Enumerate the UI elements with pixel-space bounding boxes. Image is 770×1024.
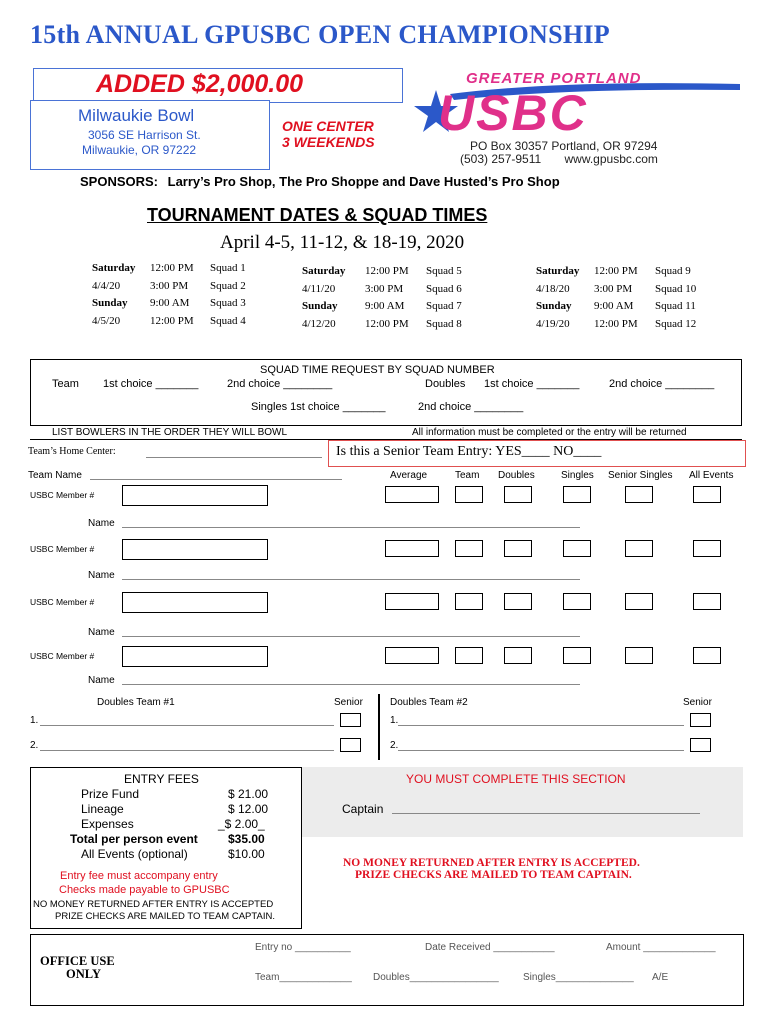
fee-label: Expenses <box>81 817 134 831</box>
roster-cell-input[interactable] <box>563 540 591 557</box>
schedule-squad: Squad 6 <box>426 282 462 295</box>
doubles-label: Doubles <box>425 378 466 390</box>
schedule-squad: Squad 4 <box>210 314 246 327</box>
schedule-day: Sunday <box>536 300 572 312</box>
fee-label: All Events (optional) <box>81 847 188 861</box>
senior-checkbox[interactable] <box>340 738 361 752</box>
schedule-squad: Squad 11 <box>655 300 696 312</box>
schedule-squad: Squad 7 <box>426 300 462 312</box>
team-name-label: Team Name <box>28 470 82 481</box>
roster-cell-input[interactable] <box>385 593 439 610</box>
schedule-time: 9:00 AM <box>365 300 405 312</box>
roster-cell-input[interactable] <box>563 593 591 610</box>
roster-cell-input[interactable] <box>625 647 653 664</box>
fee-label: Lineage <box>81 802 124 816</box>
captain-label: Captain <box>342 802 384 816</box>
usbc-member-field[interactable] <box>122 592 268 613</box>
roster-column-heading: All Events <box>689 470 734 481</box>
schedule-time: 3:00 PM <box>594 282 633 295</box>
schedule-day: Saturday <box>302 265 346 277</box>
roster-cell-input[interactable] <box>625 593 653 610</box>
schedule-heading: TOURNAMENT DATES & SQUAD TIMES <box>147 205 488 225</box>
team-second-choice[interactable]: 2nd choice ________ <box>227 378 333 390</box>
roster-cell-input[interactable] <box>625 486 653 503</box>
doubles-first-choice[interactable]: 1st choice _______ <box>484 378 580 390</box>
roster-cell-input[interactable] <box>693 540 721 557</box>
schedule-squad: Squad 1 <box>210 262 246 274</box>
doubles-row-number: 2. <box>30 740 39 751</box>
schedule-day: 4/5/20 <box>92 314 121 327</box>
schedule-squad: Squad 5 <box>426 265 462 277</box>
fee-must-accompany: Entry fee must accompany entry <box>60 870 218 882</box>
usbc-member-label: USBC Member # <box>30 544 95 554</box>
roster-cell-input[interactable] <box>504 647 532 664</box>
doubles-bowler-field[interactable] <box>40 725 334 726</box>
fees-prize-checks: PRIZE CHECKS ARE MAILED TO TEAM CAPTAIN. <box>55 911 275 922</box>
schedule-squad: Squad 10 <box>655 282 697 295</box>
roster-cell-input[interactable] <box>455 647 483 664</box>
roster-cell-input[interactable] <box>385 647 439 664</box>
schedule-dates: April 4-5, 11-12, & 18-19, 2020 <box>220 232 465 253</box>
fee-amount: _$ 2.00_ <box>218 817 265 831</box>
schedule-time: 9:00 AM <box>594 300 634 312</box>
schedule-day: 4/4/20 <box>92 279 121 292</box>
po-box: PO Box 30357 Portland, OR 97294 <box>470 139 658 153</box>
schedule-time: 3:00 PM <box>365 282 404 295</box>
roster-column-heading: Team <box>455 470 480 481</box>
senior-checkbox[interactable] <box>340 713 361 727</box>
doubles-bowler-field[interactable] <box>398 750 684 751</box>
schedule-squad: Squad 2 <box>210 279 246 292</box>
schedule-time: 12:00 PM <box>594 317 638 330</box>
bowl-address-1: 3056 SE Harrison St. <box>88 128 201 142</box>
roster-cell-input[interactable] <box>504 593 532 610</box>
roster-cell-input[interactable] <box>563 486 591 503</box>
fee-amount: $ 12.00 <box>228 802 269 816</box>
bowler-name-field[interactable] <box>122 579 580 580</box>
schedule-time: 12:00 PM <box>365 317 409 330</box>
schedule-day: 4/19/20 <box>536 317 570 330</box>
doubles-row-number: 1. <box>390 715 399 726</box>
schedule-time: 12:00 PM <box>150 314 194 327</box>
usbc-member-field[interactable] <box>122 646 268 667</box>
usbc-member-label: USBC Member # <box>30 597 95 607</box>
doubles-row-number: 2. <box>390 740 399 751</box>
team-first-choice[interactable]: 1st choice _______ <box>103 378 199 390</box>
three-weekends-line: 3 WEEKENDS <box>282 134 375 150</box>
roster-cell-input[interactable] <box>455 593 483 610</box>
roster-cell-input[interactable] <box>455 486 483 503</box>
office-team[interactable]: Team_____________ <box>255 972 352 983</box>
roster-cell-input[interactable] <box>625 540 653 557</box>
usbc-member-field[interactable] <box>122 485 268 506</box>
fee-amount: $10.00 <box>228 847 265 861</box>
doubles-bowler-field[interactable] <box>40 750 334 751</box>
sponsors-line <box>80 174 560 189</box>
captain-field[interactable] <box>392 813 700 814</box>
doubles-team-2-senior-label: Senior <box>683 697 712 708</box>
doubles-team-1-senior-label: Senior <box>334 697 363 708</box>
roster-cell-input[interactable] <box>504 486 532 503</box>
schedule-day: Sunday <box>92 297 128 309</box>
entry-fees-heading: ENTRY FEES <box>124 772 199 786</box>
roster-cell-input[interactable] <box>563 647 591 664</box>
schedule-squad: Squad 9 <box>655 265 691 277</box>
one-center-line: ONE CENTER <box>282 118 374 134</box>
schedule-day: 4/11/20 <box>302 282 336 295</box>
roster-cell-input[interactable] <box>693 593 721 610</box>
doubles-divider <box>378 694 380 760</box>
squad-request-heading: SQUAD TIME REQUEST BY SQUAD NUMBER <box>260 364 495 376</box>
schedule-time: 12:00 PM <box>150 262 194 274</box>
logo-greater-portland: GREATER PORTLAND <box>466 70 642 87</box>
team-label: Team <box>52 378 79 390</box>
singles-second-choice[interactable]: 2nd choice ________ <box>418 401 524 413</box>
bowler-name-label: Name <box>88 627 115 638</box>
roster-column-heading: Singles <box>561 470 594 481</box>
roster-cell-input[interactable] <box>693 486 721 503</box>
captain-warning-1: NO MONEY RETURNED AFTER ENTRY IS ACCEPTED. <box>343 857 640 869</box>
roster-cell-input[interactable] <box>455 540 483 557</box>
doubles-team-2-label: Doubles Team #2 <box>390 697 468 708</box>
bowl-address-2: Milwaukie, OR 97222 <box>82 143 197 157</box>
office-amount[interactable]: Amount _____________ <box>606 942 716 953</box>
senior-checkbox[interactable] <box>690 738 711 752</box>
office-only-label: ONLY <box>66 967 101 981</box>
sponsors-list: Larry’s Pro Shop, The Pro Shoppe and Dave Husted’s Pro Shop <box>167 174 560 189</box>
one-center-text <box>282 118 375 150</box>
fee-amount: $ 21.00 <box>228 787 269 801</box>
schedule-day: Saturday <box>536 265 580 277</box>
schedule-day: 4/12/20 <box>302 317 336 330</box>
schedule-day: Sunday <box>302 300 338 312</box>
bowler-name-field[interactable] <box>122 636 580 637</box>
phone <box>460 152 658 166</box>
bowler-name-field[interactable] <box>122 684 580 685</box>
roster-column-heading: Doubles <box>498 470 535 481</box>
roster-cell-input[interactable] <box>504 540 532 557</box>
added-money: ADDED $2,000.00 <box>96 70 304 98</box>
doubles-bowler-field[interactable] <box>398 725 684 726</box>
senior-checkbox[interactable] <box>690 713 711 727</box>
doubles-team-1-label: Doubles Team #1 <box>97 697 175 708</box>
schedule-day: 4/18/20 <box>536 282 570 295</box>
home-center-field[interactable] <box>146 457 322 458</box>
bowler-name-label: Name <box>88 675 115 686</box>
schedule-time: 12:00 PM <box>594 265 638 277</box>
roster-column-heading: Average <box>390 470 428 481</box>
team-name-field[interactable] <box>90 479 342 480</box>
list-order-note: LIST BOWLERS IN THE ORDER THEY WILL BOWL <box>52 427 288 438</box>
roster-cell-input[interactable] <box>385 540 439 557</box>
usbc-member-field[interactable] <box>122 539 268 560</box>
website: www.gpusbc.com <box>564 152 658 166</box>
doubles-row-number: 1. <box>30 715 39 726</box>
fees-no-money: NO MONEY RETURNED AFTER ENTRY IS ACCEPTED <box>33 899 274 910</box>
office-use-label: OFFICE USE <box>40 954 115 968</box>
phone-number: (503) 257-9511 <box>460 152 542 166</box>
bowler-name-field[interactable] <box>122 527 580 528</box>
home-center-label: Team’s Home Center: <box>28 446 116 457</box>
schedule-day: Saturday <box>92 262 136 274</box>
singles-first-choice[interactable]: Singles 1st choice _______ <box>251 401 386 413</box>
bowl-name: Milwaukie Bowl <box>78 106 195 125</box>
schedule-squad: Squad 3 <box>210 297 246 309</box>
bowler-name-label: Name <box>88 518 115 529</box>
schedule-time: 12:00 PM <box>365 265 409 277</box>
senior-question[interactable]: Is this a Senior Team Entry: YES____ NO____ <box>336 444 602 459</box>
bowler-name-label: Name <box>88 570 115 581</box>
roster-column-heading: Senior Singles <box>608 470 673 481</box>
usbc-member-label: USBC Member # <box>30 490 95 500</box>
fee-label: Total per person event <box>70 832 198 846</box>
info-required-note: All information must be completed or the entry will be returned <box>412 427 687 438</box>
doubles-second-choice[interactable]: 2nd choice ________ <box>609 378 715 390</box>
checks-payable: Checks made payable to GPUSBC <box>59 884 230 896</box>
schedule-time: 3:00 PM <box>150 279 189 292</box>
office-date-received[interactable]: Date Received ___________ <box>425 942 555 953</box>
office-singles[interactable]: Singles______________ <box>523 972 634 983</box>
logo-usbc: USBC <box>438 85 588 141</box>
captain-warning-2: PRIZE CHECKS ARE MAILED TO TEAM CAPTAIN. <box>355 869 632 881</box>
fee-amount: $35.00 <box>228 832 265 846</box>
fee-label: Prize Fund <box>81 787 140 801</box>
must-complete-heading: YOU MUST COMPLETE THIS SECTION <box>406 772 626 786</box>
office-ae[interactable]: A/E <box>652 972 669 983</box>
office-doubles[interactable]: Doubles________________ <box>373 972 499 983</box>
schedule-squad: Squad 8 <box>426 317 462 330</box>
schedule-squad: Squad 12 <box>655 317 697 330</box>
sponsors-label: SPONSORS: <box>80 174 159 189</box>
roster-cell-input[interactable] <box>385 486 439 503</box>
usbc-member-label: USBC Member # <box>30 651 95 661</box>
schedule-time: 9:00 AM <box>150 297 190 309</box>
roster-cell-input[interactable] <box>693 647 721 664</box>
office-entry-no[interactable]: Entry no __________ <box>255 942 351 953</box>
page-title: 15th ANNUAL GPUSBC OPEN CHAMPIONSHIP <box>30 20 610 49</box>
